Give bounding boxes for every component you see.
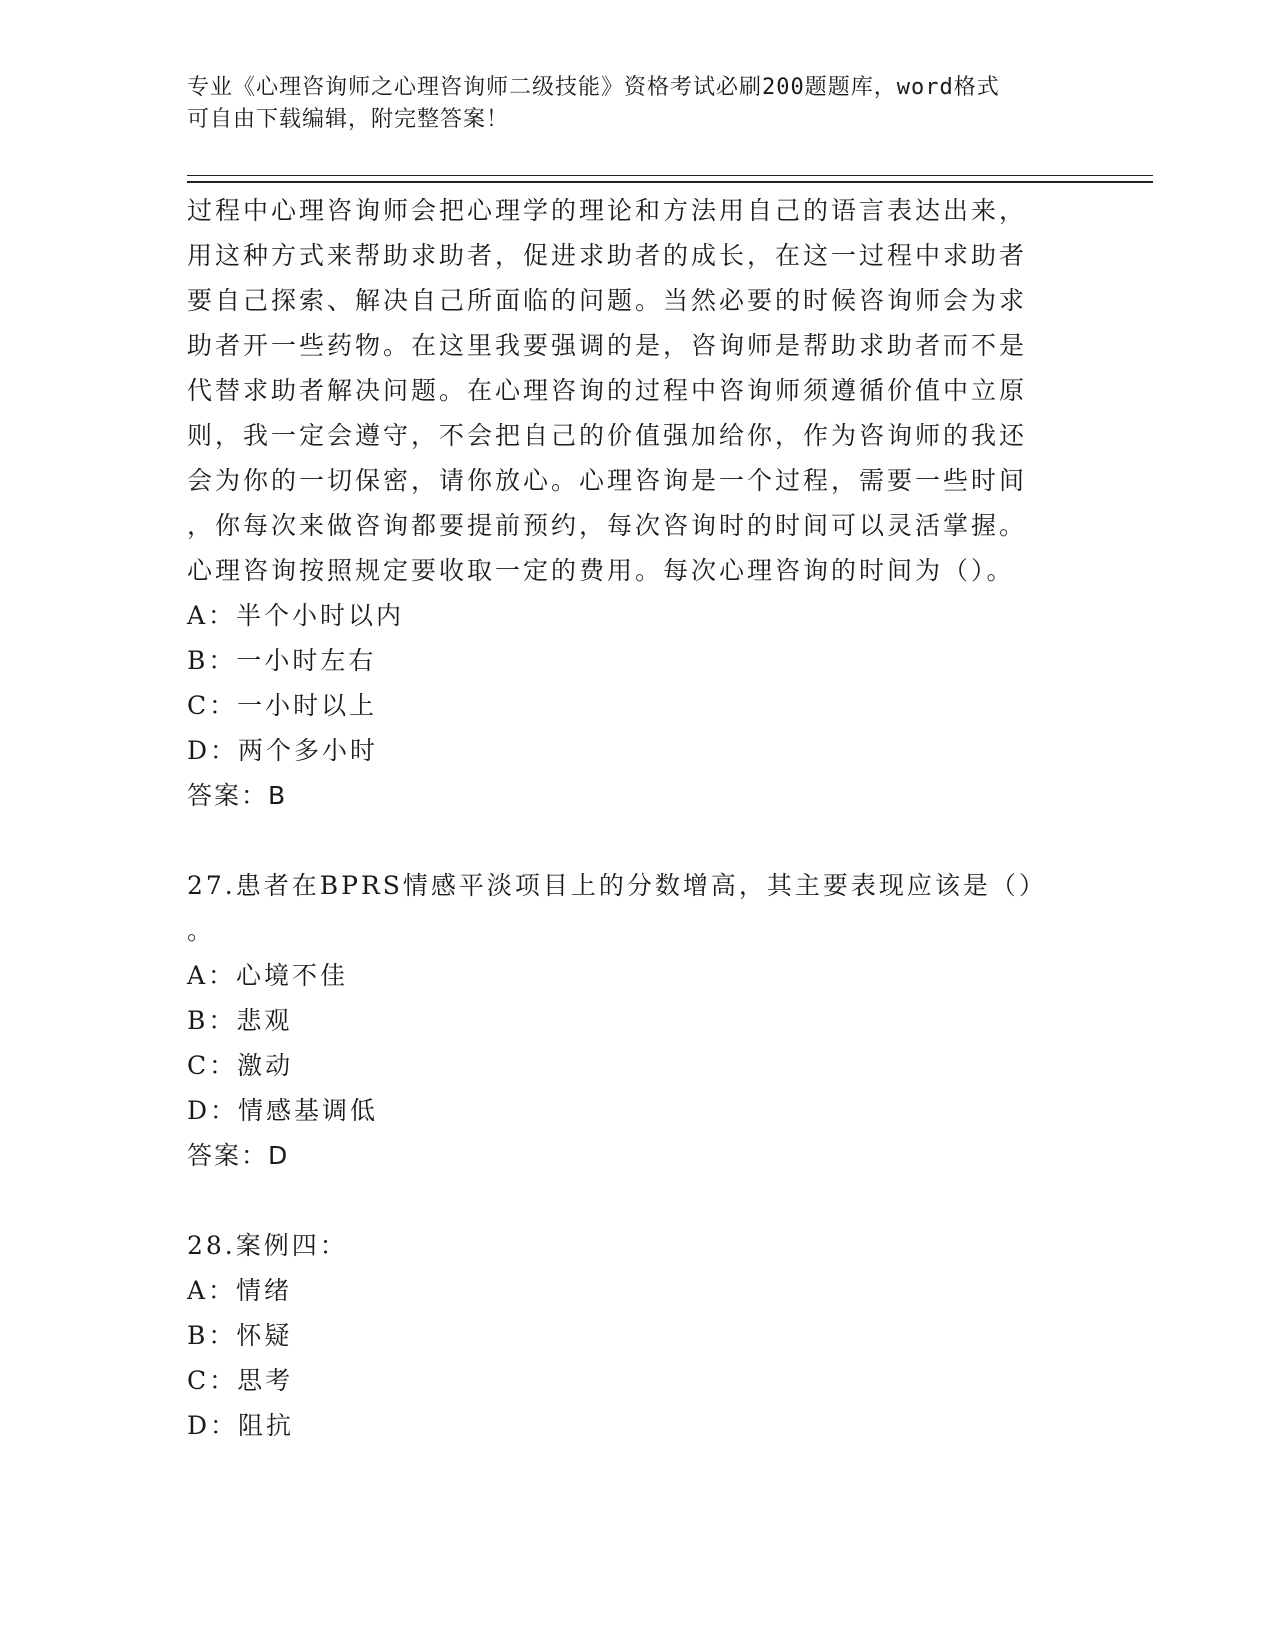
option-c: C：思考 — [187, 1366, 294, 1395]
spacer — [187, 818, 1067, 863]
header-divider-thick — [187, 181, 1153, 183]
option-b: B：怀疑 — [187, 1321, 293, 1350]
question-27-stem: 27.患者在BPRS情感平淡项目上的分数增高，其主要表现应该是（） — [187, 871, 1047, 900]
question-26-options — [187, 593, 1067, 773]
header-line-1: 专业《心理咨询师之心理咨询师二级技能》资格考试必刷200题题库，word格式 — [187, 75, 1000, 100]
option-c: C：一小时以上 — [187, 691, 378, 720]
question-26-passage — [187, 188, 1067, 593]
passage-line: 则，我一定会遵守，不会把自己的价值强加给你，作为咨询师的我还 — [187, 421, 1028, 450]
option-b: B：一小时左右 — [187, 646, 377, 675]
option-d: D：阻抗 — [187, 1411, 295, 1440]
option-a: A：半个小时以内 — [187, 601, 405, 630]
question-27 — [187, 863, 1067, 1178]
option-d: D：两个多小时 — [187, 736, 379, 765]
option-b: B：悲观 — [187, 1006, 293, 1035]
passage-line: 心理咨询按照规定要收取一定的费用。每次心理咨询的时间为（）。 — [187, 556, 1015, 585]
option-a: A：情绪 — [187, 1276, 293, 1305]
question-27-answer: 答案：D — [187, 1141, 290, 1170]
spacer — [187, 1178, 1067, 1223]
passage-line: 要自己探索、解决自己所面临的问题。当然必要的时候咨询师会为求 — [187, 286, 1028, 315]
passage-line: 用这种方式来帮助求助者，促进求助者的成长，在这一过程中求助者 — [187, 241, 1028, 270]
header-divider-thin — [187, 175, 1153, 176]
question-26-answer: 答案：B — [187, 781, 288, 810]
option-c: C：激动 — [187, 1051, 294, 1080]
passage-line: 过程中心理咨询师会把心理学的理论和方法用自己的语言表达出来， — [187, 196, 1028, 225]
document-header — [187, 72, 1067, 136]
question-28 — [187, 1223, 1067, 1448]
option-d: D：情感基调低 — [187, 1096, 379, 1125]
question-28-stem: 28.案例四： — [187, 1231, 348, 1260]
document-body — [187, 188, 1067, 1448]
header-line-2: 可自由下载编辑，附完整答案！ — [187, 107, 510, 132]
passage-line: ，你每次来做咨询都要提前预约，每次咨询时的时间可以灵活掌握。 — [187, 511, 1028, 540]
passage-line: 代替求助者解决问题。在心理咨询的过程中咨询师须遵循价值中立原 — [187, 376, 1028, 405]
passage-line: 会为你的一切保密，请你放心。心理咨询是一个过程，需要一些时间 — [187, 466, 1028, 495]
option-a: A：心境不佳 — [187, 961, 349, 990]
question-27-stem-continued: 。 — [187, 916, 216, 945]
passage-line: 助者开一些药物。在这里我要强调的是，咨询师是帮助求助者而不是 — [187, 331, 1028, 360]
